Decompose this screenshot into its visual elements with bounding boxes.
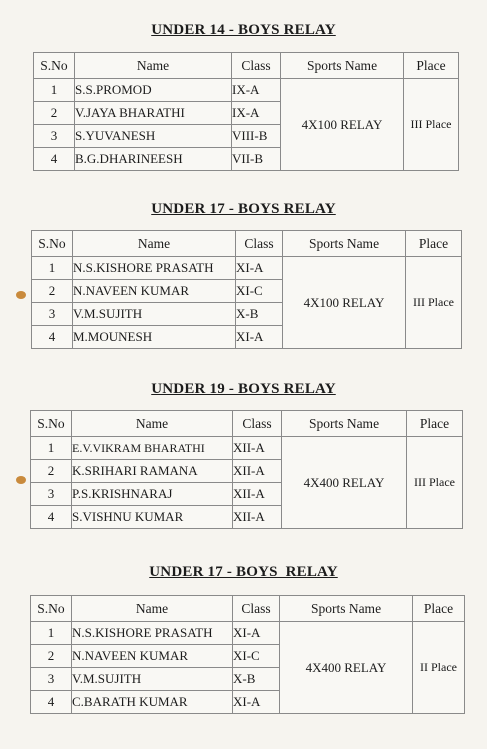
row-sno: 2 <box>31 645 72 668</box>
table-header-row <box>31 596 465 622</box>
row-sno: 1 <box>32 257 73 280</box>
row-sno: 1 <box>31 437 72 460</box>
table-header-row <box>34 53 459 79</box>
row-name: M.MOUNESH <box>73 326 236 349</box>
row-class: XI-C <box>236 280 283 303</box>
header-sno: S.No <box>32 231 73 257</box>
place: II Place <box>413 622 465 714</box>
header-place: Place <box>406 231 462 257</box>
row-class: XII-A <box>233 437 282 460</box>
relay-table <box>30 410 463 529</box>
row-class: VIII-B <box>232 125 281 148</box>
row-class: XI-A <box>233 691 280 714</box>
relay-table <box>31 230 462 349</box>
relay-table <box>30 595 465 714</box>
header-sport: Sports Name <box>282 411 407 437</box>
row-class: XII-A <box>233 483 282 506</box>
row-name: V.JAYA BHARATHI <box>75 102 232 125</box>
row-name: K.SRIHARI RAMANA <box>72 460 233 483</box>
header-place: Place <box>407 411 463 437</box>
row-name: N.S.KISHORE PRASATH <box>72 622 233 645</box>
row-name: S.S.PROMOD <box>75 79 232 102</box>
header-name: Name <box>75 53 232 79</box>
header-name: Name <box>73 231 236 257</box>
row-class: X-B <box>233 668 280 691</box>
sport-name: 4X400 RELAY <box>282 437 407 529</box>
relay-table <box>33 52 459 171</box>
row-class: IX-A <box>232 102 281 125</box>
row-sno: 4 <box>31 506 72 529</box>
place: III Place <box>406 257 462 349</box>
header-sno: S.No <box>31 596 72 622</box>
sport-name: 4X100 RELAY <box>281 79 404 171</box>
row-sno: 4 <box>34 148 75 171</box>
header-sport: Sports Name <box>281 53 404 79</box>
header-name: Name <box>72 596 233 622</box>
section-title: UNDER 14 - BOYS RELAY <box>151 22 336 38</box>
row-sno: 2 <box>34 102 75 125</box>
header-sno: S.No <box>34 53 75 79</box>
table-row <box>31 437 463 460</box>
row-name: V.M.SUJITH <box>72 668 233 691</box>
section-title: UNDER 19 - BOYS RELAY <box>151 381 336 397</box>
row-class: VII-B <box>232 148 281 171</box>
place: III Place <box>407 437 463 529</box>
row-class: X-B <box>236 303 283 326</box>
header-place: Place <box>404 53 459 79</box>
table-header-row <box>32 231 462 257</box>
punch-hole-top <box>16 291 26 299</box>
row-name: V.M.SUJITH <box>73 303 236 326</box>
row-sno: 2 <box>31 460 72 483</box>
row-sno: 1 <box>31 622 72 645</box>
header-sno: S.No <box>31 411 72 437</box>
header-class: Class <box>233 411 282 437</box>
row-class: XII-A <box>233 506 282 529</box>
sport-name: 4X400 RELAY <box>280 622 413 714</box>
table-row <box>34 79 459 102</box>
row-class: XI-A <box>233 622 280 645</box>
row-name: S.YUVANESH <box>75 125 232 148</box>
row-sno: 1 <box>34 79 75 102</box>
sport-name: 4X100 RELAY <box>283 257 406 349</box>
header-sport: Sports Name <box>280 596 413 622</box>
row-name: N.NAVEEN KUMAR <box>72 645 233 668</box>
row-name: B.G.DHARINEESH <box>75 148 232 171</box>
row-name: P.S.KRISHNARAJ <box>72 483 233 506</box>
row-name: N.S.KISHORE PRASATH <box>73 257 236 280</box>
row-name: S.VISHNU KUMAR <box>72 506 233 529</box>
header-place: Place <box>413 596 465 622</box>
section-title: UNDER 17 - BOYS RELAY <box>151 201 336 217</box>
row-class: XI-A <box>236 257 283 280</box>
header-class: Class <box>236 231 283 257</box>
row-sno: 4 <box>32 326 73 349</box>
header-class: Class <box>233 596 280 622</box>
punch-hole-bottom <box>16 476 26 484</box>
row-sno: 3 <box>31 668 72 691</box>
header-name: Name <box>72 411 233 437</box>
table-row <box>31 622 465 645</box>
row-class: XII-A <box>233 460 282 483</box>
header-sport: Sports Name <box>283 231 406 257</box>
row-name: C.BARATH KUMAR <box>72 691 233 714</box>
row-name: N.NAVEEN KUMAR <box>73 280 236 303</box>
row-sno: 2 <box>32 280 73 303</box>
row-name: E.V.VIKRAM BHARATHI <box>72 437 233 460</box>
row-sno: 3 <box>34 125 75 148</box>
row-sno: 3 <box>31 483 72 506</box>
row-class: XI-A <box>236 326 283 349</box>
row-class: XI-C <box>233 645 280 668</box>
section-title: UNDER 17 - BOYS RELAY <box>149 564 338 580</box>
header-class: Class <box>232 53 281 79</box>
table-row <box>32 257 462 280</box>
row-sno: 4 <box>31 691 72 714</box>
place: III Place <box>404 79 459 171</box>
row-class: IX-A <box>232 79 281 102</box>
table-header-row <box>31 411 463 437</box>
row-sno: 3 <box>32 303 73 326</box>
